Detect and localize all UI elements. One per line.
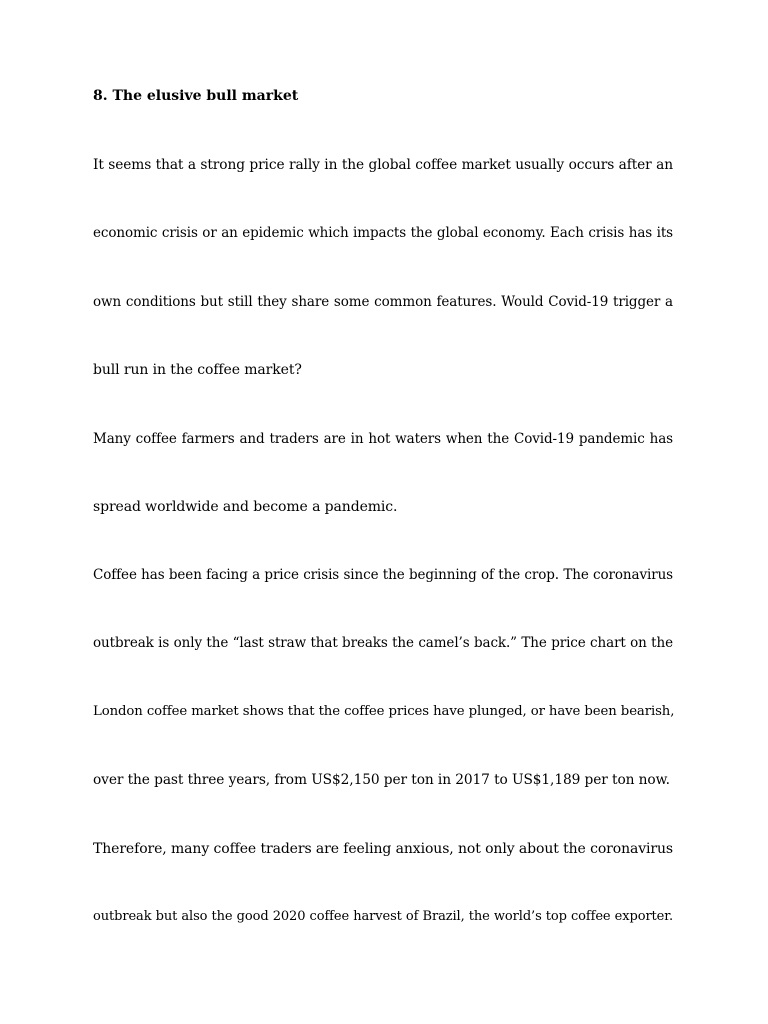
paragraph-1-line-4: bull run in the coffee market?: [93, 362, 302, 378]
paragraph-4-line-2: outbreak but also the good 2020 coffee harvest of Brazil, the world’s top coffee exporter.: [93, 909, 673, 924]
paragraph-2-line-2: spread worldwide and become a pandemic.: [93, 499, 398, 515]
paragraph-2-line-1: Many coffee farmers and traders are in hot waters when the Covid-19 pandemic has: [93, 431, 673, 447]
paragraph-1-line-3: own conditions but still they share some common features. Would Covid-19 trigger a: [93, 294, 673, 310]
section-heading: 8. The elusive bull market: [93, 88, 299, 104]
paragraph-1-line-1: It seems that a strong price rally in the global coffee market usually occurs after an: [93, 157, 673, 173]
paragraph-1-line-2: economic crisis or an epidemic which impacts the global economy. Each crisis has its: [93, 225, 673, 241]
paragraph-3-line-1: Coffee has been facing a price crisis since the beginning of the crop. The coronavirus: [93, 567, 673, 583]
paragraph-3-line-2: outbreak is only the “last straw that breaks the camel’s back.” The price chart on the: [93, 635, 673, 651]
paragraph-4-line-1: Therefore, many coffee traders are feeling anxious, not only about the coronavirus: [93, 841, 674, 857]
paragraph-3-line-4: over the past three years, from US$2,150 per ton in 2017 to US$1,189 per ton now.: [93, 772, 670, 788]
paragraph-3-line-3: London coffee market shows that the coffee prices have plunged, or have been bearish,: [93, 704, 675, 719]
